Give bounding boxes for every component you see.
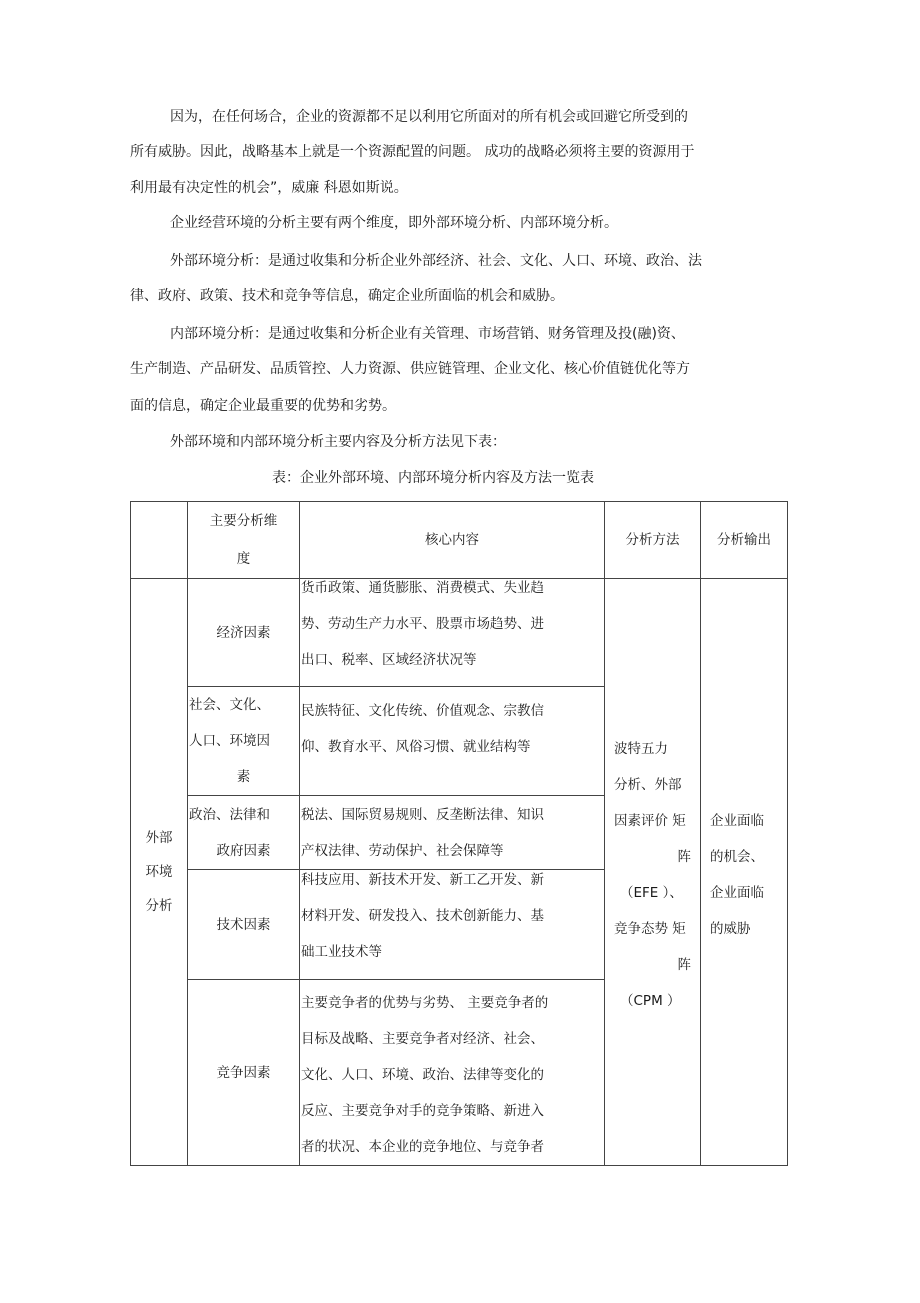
content-line: 货币政策、通货膨胀、消费模式、失业趋 [301,580,544,596]
paragraph-line: 企业经营环境的分析主要有两个维度，即外部环境分析、内部环境分析。 [170,215,618,231]
output-line: 的机会、 [710,849,764,865]
paragraph-line: 律、政府、政策、技术和竞争等信息，确定企业所面临的机会和威胁。 [130,288,564,304]
method-line: 竞争态势 矩 [614,921,686,937]
content-line: 产权法律、劳动保护、社会保障等 [301,842,504,859]
dimension-line: 政府因素 [216,842,271,859]
output-line: 的威胁 [710,921,751,937]
dimension-cell: 技术因素 [188,870,300,980]
paragraph-line: 内部环境分析：是通过收集和分析企业有关管理、市场营销、财务管理及投(融)资、 [170,326,685,342]
table-row [131,579,788,687]
content-line: 主要竞争者的优势与劣势、 主要竞争者的 [301,995,549,1011]
paragraph-line: 面的信息，确定企业最重要的优势和劣势。 [130,398,396,414]
content-line: 势、劳动生产力水平、股票市场趋势、进 [301,616,544,632]
group-label-line: 外部 [145,830,173,846]
paragraph-line: 外部环境和内部环境分析主要内容及分析方法见下表： [170,434,506,450]
header-dimension [188,502,300,579]
header-core-content: 核心内容 [300,502,605,579]
content-line: 文化、人口、环境、政治、法律等变化的 [301,1067,544,1083]
header-output: 分析输出 [701,502,788,579]
dimension-cell: 经济因素 [188,579,300,687]
dimension-line: 人口、环境因 [189,733,270,749]
content-line: 仰、教育水平、风俗习惯、就业结构等 [301,739,531,755]
header-dimension-line: 度 [236,551,251,567]
output-line: 企业面临 [710,885,764,901]
header-empty-cell [131,502,188,579]
content-cell [300,796,605,870]
content-line: 出口、税率、区域经济状况等 [301,652,477,668]
header-dimension-line: 主要分析维 [209,513,278,529]
content-cell [300,870,605,980]
paragraph-line: 利用最有决定性的机会”，威廉 科恩如斯说。 [130,180,408,196]
method-line: 因素评价 矩 [614,813,686,829]
content-line: 科技应用、新技术开发、新工乙开发、新 [301,872,544,888]
content-line: 材料开发、研发投入、技术创新能力、基 [301,908,544,924]
method-line: 波特五力 [614,741,668,757]
content-cell [300,980,605,1166]
content-line: 目标及战略、主要竞争者对经济、社会、 [301,1031,544,1047]
paragraph-line: 外部环境分析：是通过收集和分析企业外部经济、社会、文化、人口、环境、政治、法 [170,253,702,269]
content-line: 税法、国际贸易规则、反垄断法律、知识 [301,806,544,823]
table-caption: 表：企业外部环境、内部环境分析内容及方法一览表 [272,470,594,486]
method-line: 阵 [677,849,691,865]
group-label-line: 分析 [145,898,173,914]
paragraph-line: 生产制造、产品研发、品质管控、人力资源、供应链管理、企业文化、核心价值链优化等方 [130,361,690,377]
dimension-cell: 竞争因素 [188,980,300,1166]
dimension-cell [188,687,300,796]
method-line: 阵 [677,957,691,973]
content-line: 民族特征、文化传统、价值观念、宗教信 [301,703,544,719]
dimension-line: 素 [236,769,251,785]
content-cell [300,687,605,796]
table-header-row [131,502,788,579]
dimension-line: 政治、法律和 [189,806,270,823]
output-line: 企业面临 [710,813,764,829]
method-line: （CPM ） [620,993,681,1009]
paragraph-line: 所有威胁。因此，战略基本上就是一个资源配置的问题。 成功的战略必须将主要的资源用于 [130,144,695,160]
group-label-external [131,579,188,1166]
group-label-line: 环境 [145,864,173,880]
content-cell [300,579,605,687]
method-line: 分析、外部 [614,777,682,793]
header-method: 分析方法 [605,502,701,579]
output-cell [701,579,788,1166]
content-line: 反应、主要竞争对手的竞争策略、新进入 [301,1103,544,1119]
dimension-line: 社会、文化、 [189,697,270,713]
content-line: 者的状况、本企业的竞争地位、与竞争者 [301,1139,544,1155]
method-line: （EFE ）、 [620,885,683,901]
content-line: 础工业技术等 [301,944,382,960]
dimension-cell [188,796,300,870]
paragraph-line: 因为，在任何场合，企业的资源都不足以利用它所面对的所有机会或回避它所受到的 [170,109,688,125]
method-cell [605,579,701,1166]
analysis-table [130,501,788,1166]
